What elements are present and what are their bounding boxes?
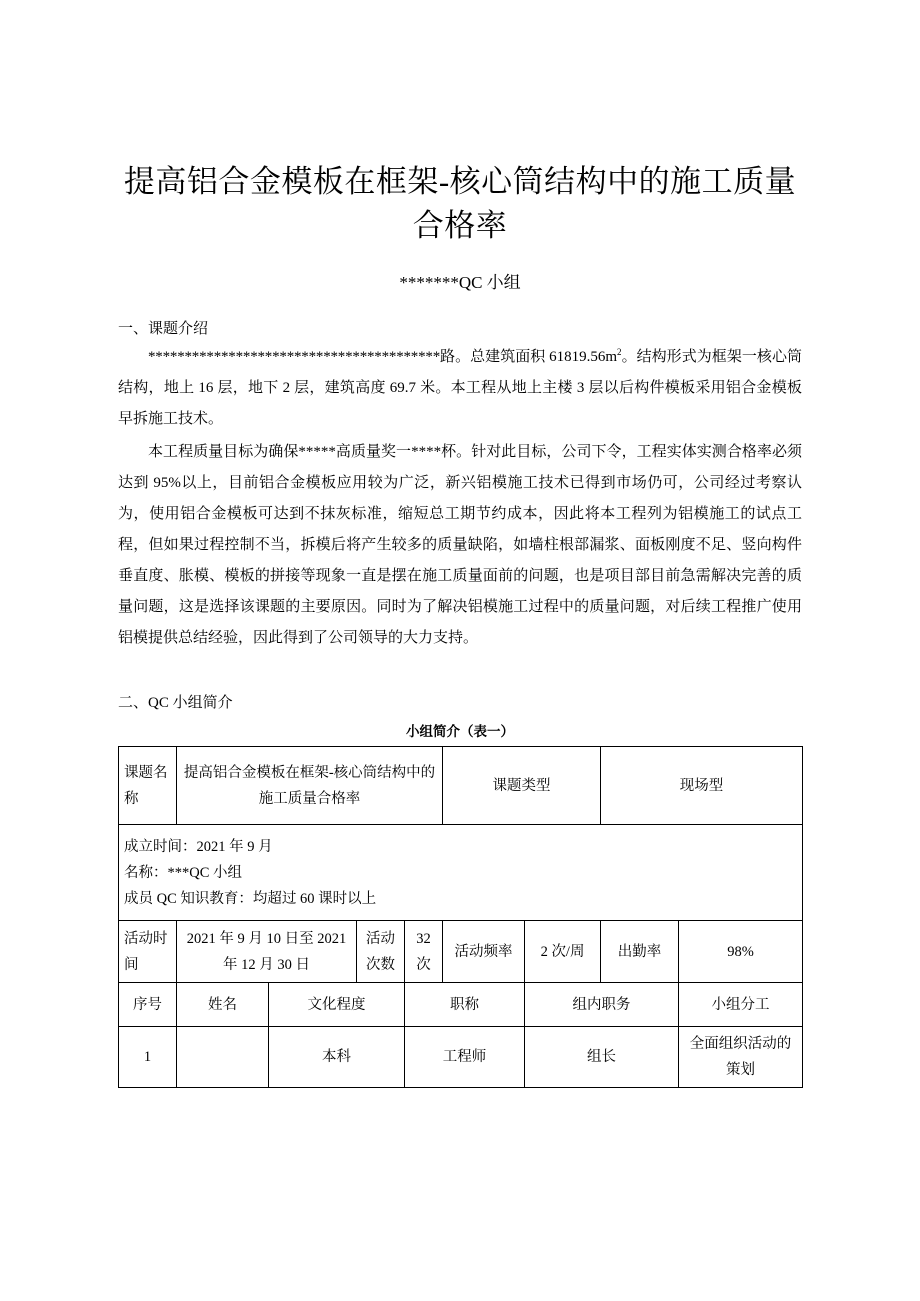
member-cell-duty: 全面组织活动的策划 — [679, 1027, 803, 1088]
group-info-line-founded: 成立时间：2021 年 9 月 — [124, 838, 273, 855]
member-header-education: 文化程度 — [269, 983, 405, 1027]
group-info-line-name: 名称：***QC 小组 — [124, 864, 243, 881]
member-header-name: 姓名 — [177, 983, 269, 1027]
member-header-title: 职称 — [405, 983, 525, 1027]
cell-topic-type-value: 现场型 — [601, 747, 803, 825]
cell-activity-count-label: 活动次数 — [357, 921, 405, 983]
group-info-line-education: 成员 QC 知识教育：均超过 60 课时以上 — [124, 890, 377, 907]
member-header-index: 序号 — [119, 983, 177, 1027]
cell-topic-label: 课题名称 — [119, 747, 177, 825]
page-title: 提高铝合金模板在框架-核心筒结构中的施工质量合格率 — [123, 164, 797, 243]
section-heading-intro: 一、课题介绍 — [118, 321, 209, 337]
table-row — [119, 747, 803, 825]
cell-topic-value: 提高铝合金模板在框架-核心筒结构中的施工质量合格率 — [177, 747, 443, 825]
cell-activity-count-value: 32 次 — [405, 921, 443, 983]
paragraph-overview-tail: 。结构形式为框架一核心筒结构，地上 16 层，地下 2 层，建筑高度 69.7 米。本工程从地上主楼 3 层以后构件模板采用铝合金模板早拆施工技术。 — [118, 349, 802, 427]
member-cell-index: 1 — [119, 1027, 177, 1088]
member-cell-name — [177, 1027, 269, 1088]
redacted-asterisks: **************************************** — [148, 349, 441, 365]
section-heading-qc-group: 二、QC 小组简介 — [118, 695, 233, 711]
table-row — [119, 825, 803, 921]
group-info-table — [118, 746, 803, 1088]
table-header-row — [119, 983, 803, 1027]
table-caption: 小组简介（表一） — [406, 724, 514, 740]
cell-attendance-label: 出勤率 — [601, 921, 679, 983]
member-header-duty: 小组分工 — [679, 983, 803, 1027]
byline: *******QC 小组 — [399, 273, 521, 292]
cell-group-info — [119, 825, 803, 921]
member-cell-title: 工程师 — [405, 1027, 525, 1088]
cell-activity-time-value: 2021 年 9 月 10 日至 2021 年 12 月 30 日 — [177, 921, 357, 983]
cell-activity-freq-label: 活动频率 — [443, 921, 525, 983]
paragraph-project-overview — [118, 342, 802, 435]
cell-topic-type-label: 课题类型 — [443, 747, 601, 825]
member-header-role: 组内职务 — [525, 983, 679, 1027]
member-cell-role: 组长 — [525, 1027, 679, 1088]
member-cell-education: 本科 — [269, 1027, 405, 1088]
cell-attendance-value: 98% — [679, 921, 803, 983]
table-row — [119, 921, 803, 983]
table-row — [119, 1027, 803, 1088]
cell-activity-freq-value: 2 次/周 — [525, 921, 601, 983]
paragraph-quality-goal: 本工程质量目标为确保*****高质量奖一****杯。针对此目标，公司下令，工程实体实测合格率必须达到 95%以上，目前铝合金模板应用较为广泛，新兴铝模施工技术已得到市场仍可，公司经过考察认为，使用铝合金模板可达到不抹灰标准，缩短总工期节约成本，因此将本工程列为铝模施工的试点工程，但如果过程控制不当，拆模后将产生较多的质量缺陷，如墙柱根部漏浆、面板刚度不足、竖向构件垂直度、胀模、模板的拼接等现象一直是摆在施工质量面前的问题，也是项目部目前急需解决完善的质量问题，这是选择该课题的主要原因。同时为了解决铝模施工过程中的质量问题，对后续工程推广使用铝模提供总结经验，因此得到了公司领导的大力支持。 — [118, 444, 802, 646]
paragraph-overview-text: 路。总建筑面积 61819.56m — [440, 349, 618, 365]
area-unit-superscript: 2 — [617, 347, 622, 357]
cell-activity-time-label: 活动时间 — [119, 921, 177, 983]
